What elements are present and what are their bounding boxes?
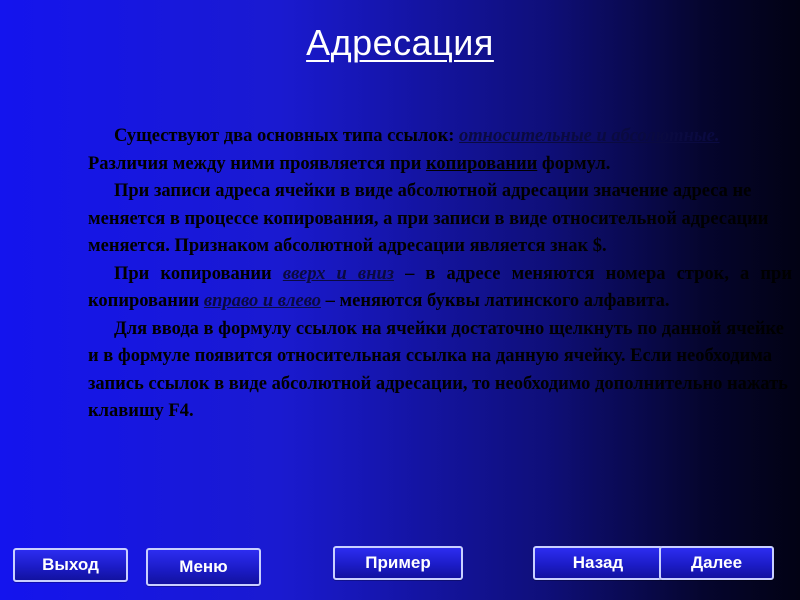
- hyperlink-up-down[interactable]: вверх и вниз: [282, 263, 394, 284]
- next-button[interactable]: Далее: [659, 546, 774, 580]
- hyperlink-copying[interactable]: копировании: [426, 153, 538, 174]
- paragraph-link-types: [88, 123, 792, 178]
- menu-button[interactable]: Меню: [146, 548, 261, 586]
- hyperlink-right-left[interactable]: вправо и влево: [203, 291, 322, 311]
- slide-body: [88, 123, 792, 426]
- back-button[interactable]: Назад: [533, 546, 663, 580]
- paragraph-absolute: При записи адреса ячейки в виде абсолютной адресации значение адреса не меняется в процессе копирования, а при записи в виде относительной адресации меняется. Признаком абсолютной адресации является знак $.: [88, 181, 769, 256]
- slide-title: Адресация: [306, 22, 494, 63]
- paragraph-text: Существуют два основных типа ссылок:: [114, 126, 460, 146]
- hyperlink-relative-absolute[interactable]: относительные и абсолютные.: [459, 126, 720, 146]
- paragraph-input: Для ввода в формулу ссылок на ячейки достаточно щелкнуть по данной ячейке и в формуле появится относительная ссылка на данную ячейку. Если необходима запись ссылок в виде абсолютной адресации, то необходимо дополнительно нажать клавишу F4.: [88, 318, 788, 421]
- paragraph-text: При копировании: [114, 263, 283, 284]
- paragraph-copy-direction: [88, 261, 792, 316]
- paragraph-text: Различия между ними проявляется при: [88, 153, 427, 174]
- exit-button[interactable]: Выход: [13, 548, 128, 582]
- navigation-bar: [0, 540, 800, 600]
- paragraph-text: – в адресе меняются номера строк, а при копировании: [88, 263, 792, 311]
- paragraph-text: – меняются буквы латинского алфавита.: [321, 291, 670, 311]
- paragraph-text: формул.: [537, 153, 611, 174]
- example-button[interactable]: Пример: [333, 546, 463, 580]
